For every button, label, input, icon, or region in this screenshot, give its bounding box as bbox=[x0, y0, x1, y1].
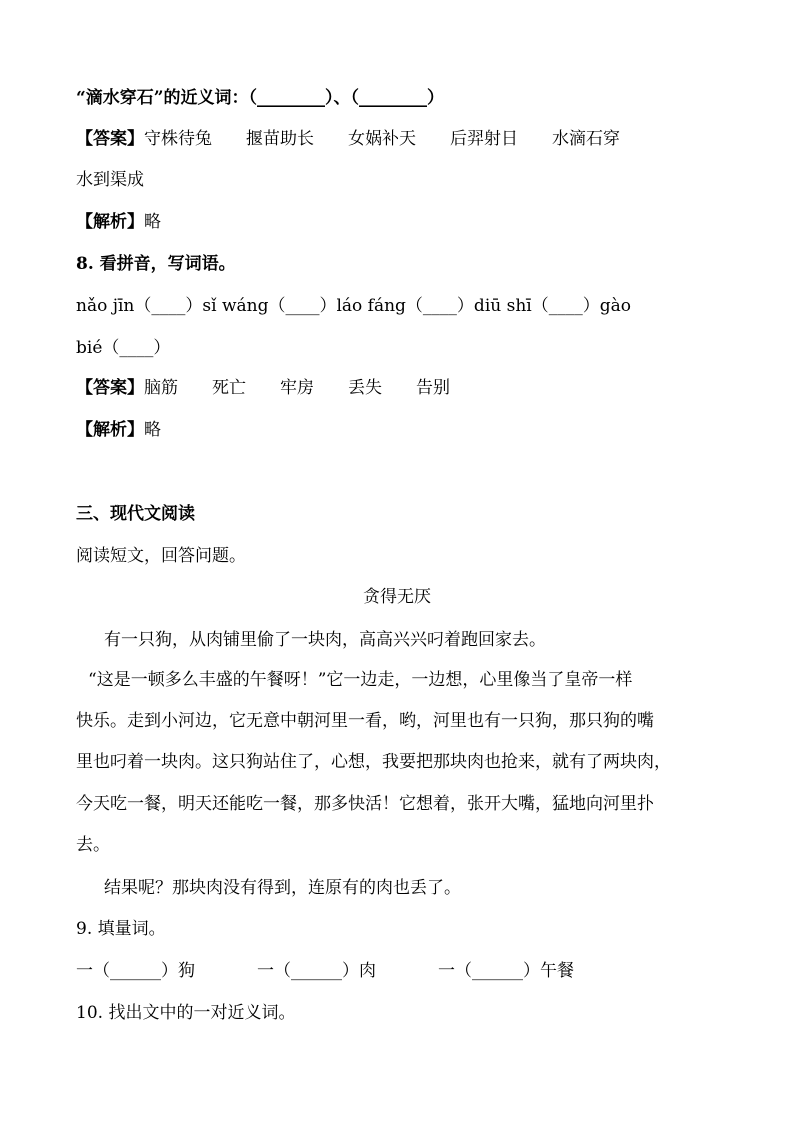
analysis-label: 【解析】 bbox=[76, 420, 144, 440]
reading-instruction: 阅读短文，回答问题。 bbox=[76, 546, 246, 566]
passage-paragraph: 有一只狗，从肉铺里偷了一块肉，高高兴兴叼着跑回家去。 bbox=[104, 630, 546, 650]
q8-pinyin-line: bié（____） bbox=[76, 338, 171, 358]
answer-item: 死亡 bbox=[212, 378, 246, 398]
measure-word-blank: 一（______）狗 bbox=[76, 961, 195, 981]
q8-pinyin-line: nǎo jīn（____）sǐ wáng（____）láo fáng（____）diū shī（____）gào bbox=[76, 296, 631, 316]
analysis-label: 【解析】 bbox=[76, 212, 144, 232]
q8-title: 8. 看拼音，写词语。 bbox=[76, 254, 236, 274]
q7-answer-line bbox=[76, 127, 736, 151]
q7-analysis-line bbox=[76, 210, 736, 234]
answer-item: 后羿射日 bbox=[450, 129, 518, 149]
passage-paragraph: 去。 bbox=[76, 835, 110, 855]
passage-paragraph: “这是一顿多么丰盛的午餐呀！”它一边走，一边想，心里像当了皇帝一样 bbox=[88, 670, 633, 690]
answer-label: 【答案】 bbox=[76, 129, 144, 149]
answer-item: 丢失 bbox=[348, 378, 382, 398]
answer-item: 告别 bbox=[416, 378, 450, 398]
analysis-text: 略 bbox=[144, 420, 161, 440]
passage-paragraph: 快乐。走到小河边，它无意中朝河里一看，哟，河里也有一只狗，那只狗的嘴 bbox=[76, 711, 654, 731]
q8-analysis-line bbox=[76, 418, 736, 442]
measure-word-blank: 一（______）午餐 bbox=[438, 961, 574, 981]
q7-answer-continued: 水到渠成 bbox=[76, 170, 144, 190]
passage-paragraph: 里也叼着一块肉。这只狗站住了，心想，我要把那块肉也抢来，就有了两块肉， bbox=[76, 752, 671, 772]
measure-word-blank: 一（______）肉 bbox=[257, 961, 376, 981]
answer-item: 守株待兔 bbox=[144, 129, 212, 149]
answer-item: 脑筋 bbox=[144, 378, 178, 398]
q9-items bbox=[76, 959, 736, 983]
q10-title: 10. 找出文中的一对近义词。 bbox=[76, 1003, 296, 1023]
section-heading: 三、现代文阅读 bbox=[76, 504, 195, 524]
answer-item: 揠苗助长 bbox=[246, 129, 314, 149]
answer-item: 女娲补天 bbox=[348, 129, 416, 149]
passage-paragraph: 结果呢？那块肉没有得到，连原有的肉也丢了。 bbox=[104, 878, 461, 898]
passage-paragraph: 今天吃一餐，明天还能吃一餐，那多快活！它想着，张开大嘴，猛地向河里扑 bbox=[76, 794, 654, 814]
q8-answer-line bbox=[76, 376, 736, 400]
analysis-text: 略 bbox=[144, 212, 161, 232]
answer-label: 【答案】 bbox=[76, 378, 144, 398]
answer-item: 牢房 bbox=[280, 378, 314, 398]
answer-item: 水滴石穿 bbox=[552, 129, 620, 149]
q7-prompt: “滴水穿石”的近义词：（________）、（________） bbox=[76, 88, 445, 108]
passage-title: 贪得无厌 bbox=[363, 587, 431, 607]
q9-title: 9. 填量词。 bbox=[76, 919, 166, 939]
